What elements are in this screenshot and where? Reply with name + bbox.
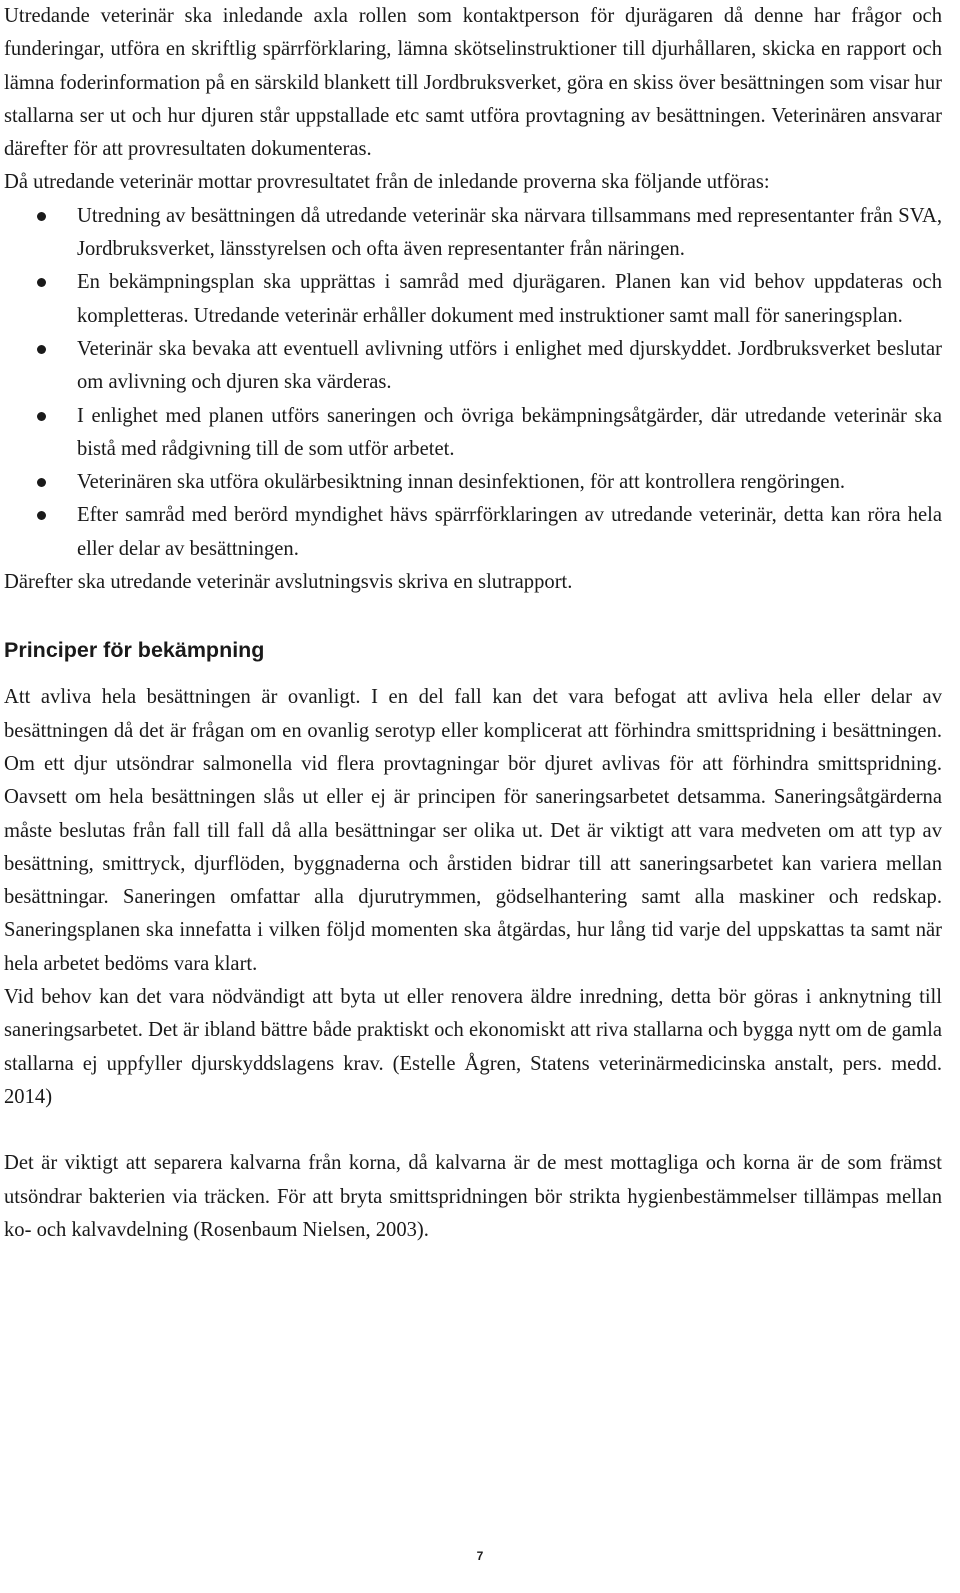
list-item xyxy=(4,466,942,499)
section-paragraph-2: Vid behov kan det vara nödvändigt att byta ut eller renovera äldre inredning, detta bör göras i anknytning till saneringsarbetet. Det är ibland bättre både praktiskt och ekonomiskt att riva stallarna och bygga nytt om de gamla stallarna ej uppfyller djurskyddslagens krav. (Estelle Ågren, Statens veterinärmedicinska anstalt, pers. medd. 2014) xyxy=(4,986,942,1108)
bullet-icon xyxy=(37,412,46,421)
list-item xyxy=(4,333,942,400)
list-item-text: Veterinären ska utföra okulärbesiktning innan desinfektionen, för att kontrollera rengöringen. xyxy=(77,471,846,494)
bullet-icon xyxy=(37,345,46,354)
section-heading: Principer för bekämpning xyxy=(4,638,265,663)
page-number: 7 xyxy=(476,1549,484,1563)
paragraph-spacer xyxy=(4,1114,942,1147)
list-item xyxy=(4,400,942,467)
intro-lead-paragraph: Då utredande veterinär mottar provresultatet från de inledande proverna ska följande utföras: xyxy=(4,171,770,194)
list-item-text: En bekämpningsplan ska upprättas i samråd med djurägaren. Planen kan vid behov uppdateras och kompletteras. Utredande veterinär erhåller dokument med instruktioner samt mall för saneringsplan. xyxy=(77,271,942,327)
list-item xyxy=(4,266,942,333)
bullet-list xyxy=(4,200,942,566)
list-item-text: Veterinär ska bevaka att eventuell avlivning utförs i enlighet med djurskyddet. Jordbruksverket beslutar om avlivning och djuren ska värderas. xyxy=(77,337,942,394)
list-item xyxy=(4,200,942,267)
list-item-text: I enlighet med planen utförs saneringen och övriga bekämpningsåtgärder, där utredande veterinär ska bistå med rådgivning till de som utför arbetet. xyxy=(77,404,942,460)
bullet-icon xyxy=(37,478,46,487)
intro-paragraph: Utredande veterinär ska inledande axla rollen som kontaktperson för djurägaren då denne har frågor och funderingar, utföra en skriftlig spärrförklaring, lämna skötselinstruktioner till djurhållaren, skicka en rapport och lämna foderinformation på en särskild blankett till Jordbruksverket, göra en skiss över besättningen som visar hur stallarna ser ut och hur djuren står uppstallade etc samt utföra provtagning av besättningen. Veterinären ansvarar därefter för att provresultaten dokumenteras. xyxy=(4,5,942,161)
list-item-text: Efter samråd med berörd myndighet hävs spärrförklaringen av utredande veterinär, detta kan röra hela eller delar av besättningen. xyxy=(77,504,942,560)
bullet-icon xyxy=(37,278,46,287)
closing-paragraph: Därefter ska utredande veterinär avslutningsvis skriva en slutrapport. xyxy=(4,571,573,594)
section-paragraph-1: Att avliva hela besättningen är ovanligt. I en del fall kan det vara befogat att avliva hela eller delar av besättningen då det är frågan om en ovanlig serotyp eller komplicerat att förhindra smittspridning i besättningen. Om ett djur utsöndrar salmonella vid flera provtagningar bör djuret avlivas för att förhindra smittspridning. Oavsett om hela besättningen slås ut eller ej är principen för saneringsarbetet detsamma. Saneringsåtgärderna måste beslutas från fall till fall då alla besättningar ser olika ut. Det är viktigt att vara medveten om att typ av besättning, smittryck, djurflöden, byggnaderna och årstiden bidrar till att saneringsarbetet kan variera mellan besättningar. Saneringen omfattar alla djurutrymmen, gödselhantering samt alla maskiner och redskap. Saneringsplanen ska innefatta i vilken följd momenten ska åtgärdas, hur lång tid varje del uppskattas ta samt när hela arbetet bedöms vara klart. xyxy=(4,686,942,975)
list-item-text: Utredning av besättningen då utredande veterinär ska närvara tillsammans med representanter från SVA, Jordbruksverket, länsstyrelsen och ofta även representanter från näringen. xyxy=(77,204,942,261)
page-content xyxy=(4,0,942,1247)
bullet-icon xyxy=(37,212,46,221)
list-item xyxy=(4,499,942,566)
section-paragraph-3: Det är viktigt att separera kalvarna från korna, då kalvarna är de mest mottagliga och korna är de som främst utsöndrar bakterien via träcken. För att bryta smittspridningen bör strikta hygienbestämmelser tillämpas mellan ko- och kalvavdelning (Rosenbaum Nielsen, 2003). xyxy=(4,1152,942,1241)
bullet-icon xyxy=(37,511,46,520)
